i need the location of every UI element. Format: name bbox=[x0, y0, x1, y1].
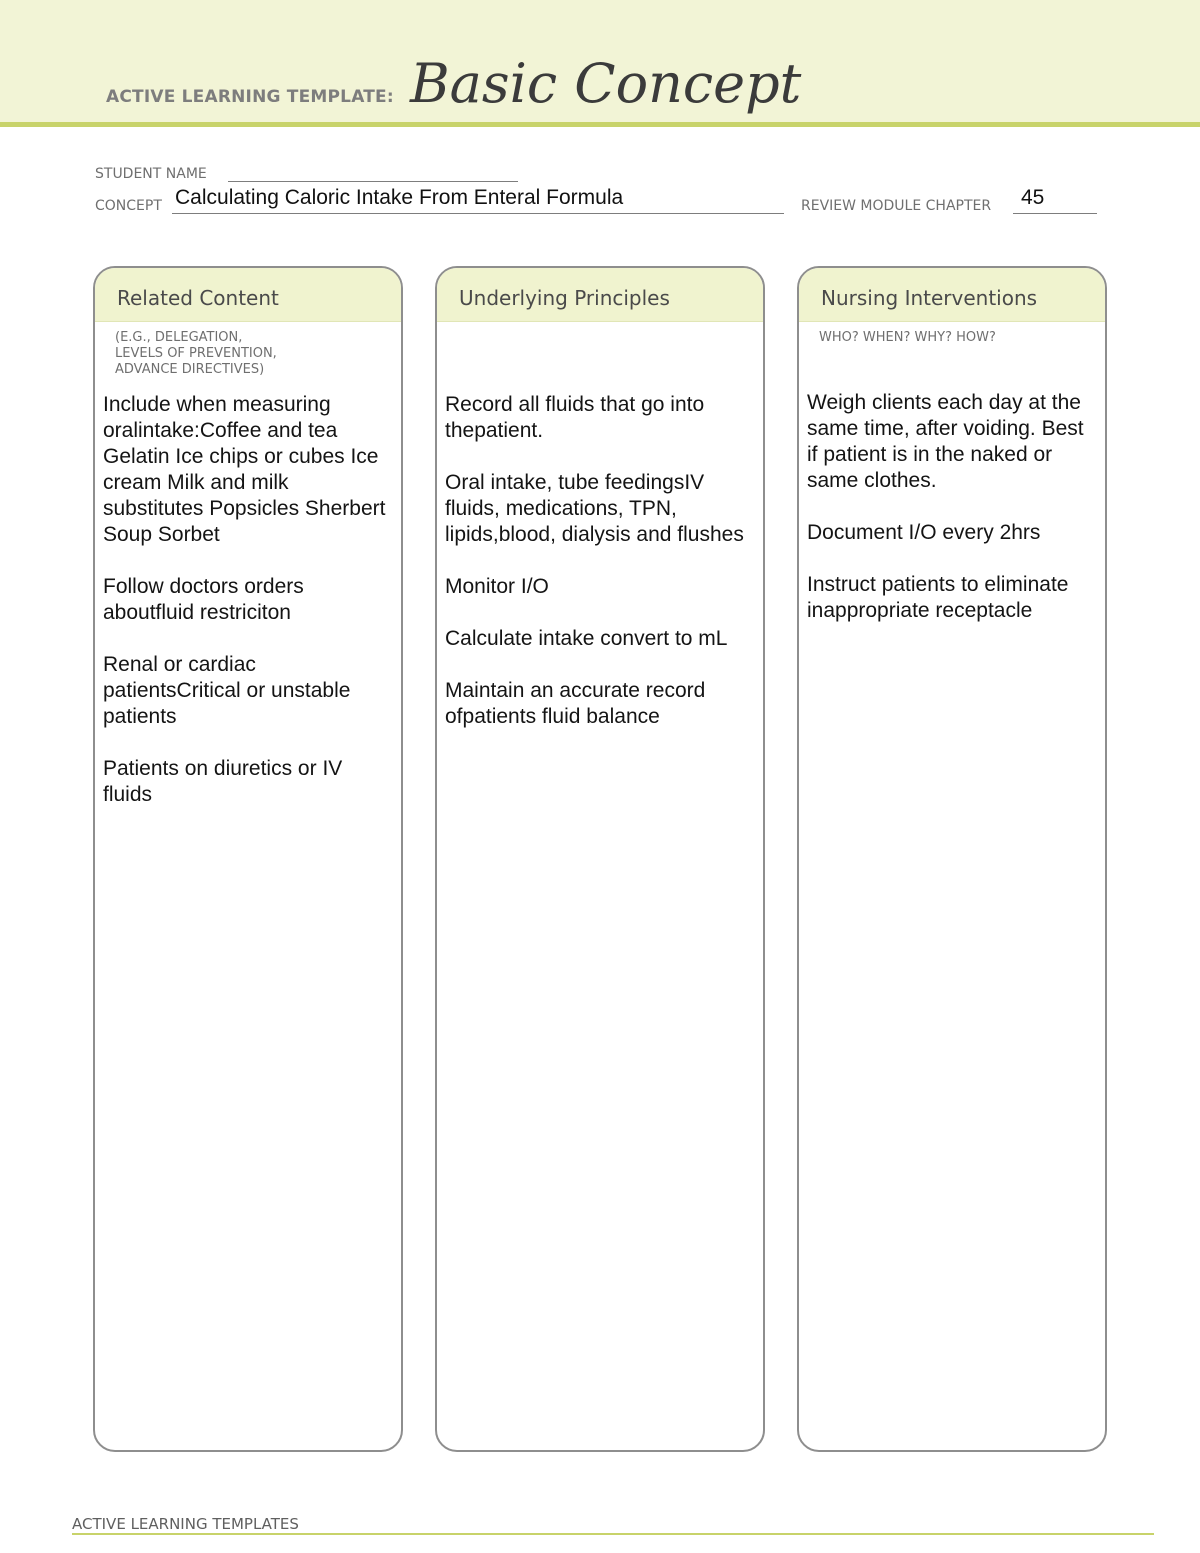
list-item: Maintain an accurate record ofpatients fluid balance bbox=[445, 679, 706, 728]
list-item: Oral intake, tube feedingsIV fluids, medications, TPN, lipids,blood, dialysis and flushes bbox=[445, 471, 744, 546]
student-name-field[interactable] bbox=[228, 181, 518, 182]
concept-label: CONCEPT bbox=[95, 198, 162, 214]
student-name-label: STUDENT NAME bbox=[95, 166, 207, 182]
related-content-title: Related Content bbox=[95, 268, 401, 322]
nursing-interventions-card bbox=[797, 266, 1107, 1452]
list-item: Weigh clients each day at the same time, after voiding. Best if patient is in the naked or same clothes. bbox=[807, 391, 1084, 492]
list-item: Record all fluids that go into thepatient. bbox=[445, 393, 705, 442]
nursing-interventions-body[interactable] bbox=[807, 390, 1097, 650]
underlying-principles-title: Underlying Principles bbox=[437, 268, 763, 322]
nursing-interventions-title: Nursing Interventions bbox=[799, 268, 1105, 322]
concept-value: Calculating Caloric Intake From Enteral Formula bbox=[175, 186, 624, 209]
related-content-body[interactable] bbox=[103, 392, 393, 834]
list-item: Document I/O every 2hrs bbox=[807, 521, 1041, 544]
underlying-principles-card bbox=[435, 266, 765, 1452]
nursing-interventions-hint: WHO? WHEN? WHY? HOW? bbox=[819, 330, 996, 345]
template-label: ACTIVE LEARNING TEMPLATE: bbox=[106, 87, 394, 107]
list-item: Calculate intake convert to mL bbox=[445, 627, 728, 650]
underlying-principles-body[interactable] bbox=[445, 392, 755, 756]
related-content-hint: (E.G., DELEGATION, LEVELS OF PREVENTION, ADVANCE DIRECTIVES) bbox=[115, 330, 277, 377]
list-item: Patients on diuretics or IV fluids bbox=[103, 757, 343, 806]
header-rule bbox=[0, 122, 1200, 127]
footer-label: ACTIVE LEARNING TEMPLATES bbox=[72, 1515, 299, 1533]
footer-rule bbox=[72, 1533, 1154, 1535]
list-item: Instruct patients to eliminate inappropriate receptacle bbox=[807, 573, 1069, 622]
chapter-field[interactable] bbox=[1013, 213, 1097, 214]
related-content-card bbox=[93, 266, 403, 1452]
list-item: Monitor I/O bbox=[445, 575, 549, 598]
list-item: Include when measuring oralintake:Coffee and tea Gelatin Ice chips or cubes Ice cream Milk and milk substitutes Popsicles Sherbert Soup Sorbet bbox=[103, 393, 386, 546]
list-item: Follow doctors orders aboutfluid restriciton bbox=[103, 575, 304, 624]
chapter-value: 45 bbox=[1021, 186, 1045, 209]
concept-field[interactable] bbox=[172, 213, 784, 214]
page-title: Basic Concept bbox=[410, 52, 802, 115]
list-item: Renal or cardiac patientsCritical or unstable patients bbox=[103, 653, 351, 728]
chapter-label: REVIEW MODULE CHAPTER bbox=[801, 198, 992, 214]
